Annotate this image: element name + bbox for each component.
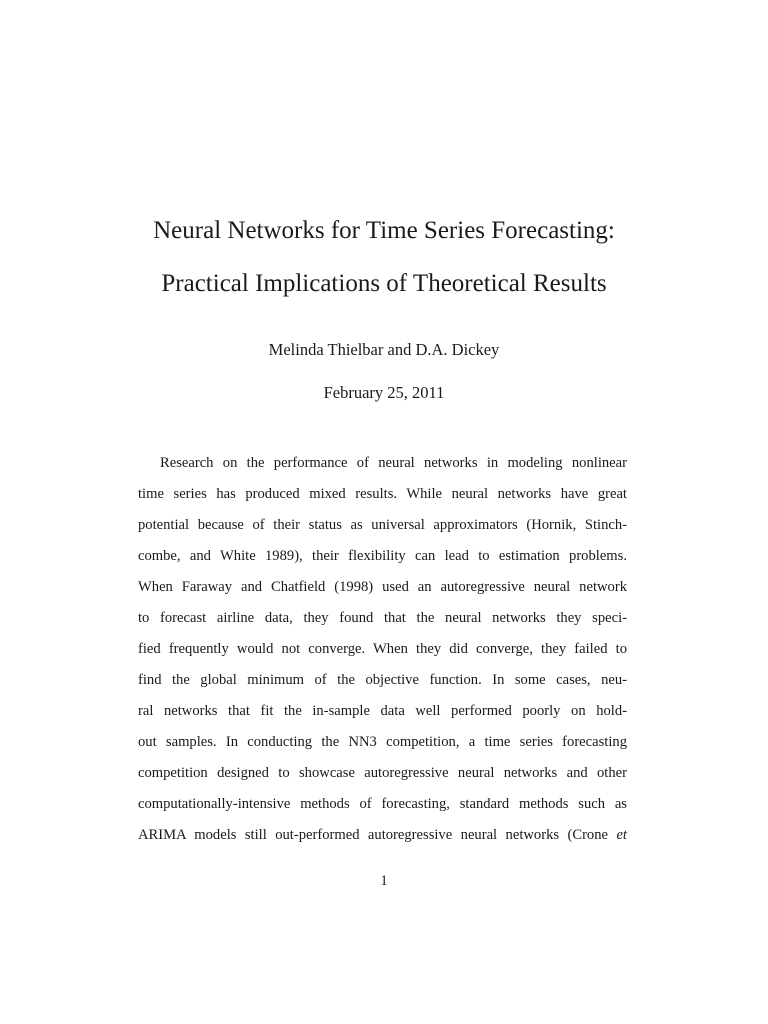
authors: Melinda Thielbar and D.A. Dickey	[268, 340, 500, 359]
body-line: time series has produced mixed results. While neural networks have great	[138, 486, 627, 502]
title-line-2: Practical Implications of Theoretical Results	[161, 270, 607, 297]
body-line: Research on the performance of neural networks in modeling nonlinear	[160, 455, 627, 471]
body-line-text: ARIMA models still out-performed autoregressive neural networks (Crone	[138, 827, 609, 843]
body-line: When Faraway and Chatfield (1998) used an autoregressive neural network	[138, 579, 627, 595]
body-line: out samples. In conducting the NN3 competition, a time series forecasting	[138, 734, 627, 750]
body-line: to forecast airline data, they found that the neural networks they speci-	[138, 610, 627, 626]
body-line: combe, and White 1989), their flexibility can lead to estimation problems.	[138, 548, 627, 564]
italic-et: et	[616, 827, 627, 843]
body-line: computationally-intensive methods of forecasting, standard methods such as	[138, 796, 627, 812]
page-number: 1	[380, 873, 388, 889]
body-line: potential because of their status as universal approximators (Hornik, Stinch-	[138, 517, 627, 533]
date: February 25, 2011	[323, 383, 445, 402]
title-line-1: Neural Networks for Time Series Forecasting:	[153, 217, 615, 244]
body-line: find the global minimum of the objective function. In some cases, neu-	[138, 672, 627, 688]
body-line: ral networks that fit the in-sample data well performed poorly on hold-	[138, 703, 627, 719]
body-line-last	[138, 825, 627, 856]
body-line: fied frequently would not converge. When they did converge, they failed to	[138, 641, 627, 657]
body-line: competition designed to showcase autoregressive neural networks and other	[138, 765, 627, 781]
body-paragraph	[138, 453, 627, 856]
